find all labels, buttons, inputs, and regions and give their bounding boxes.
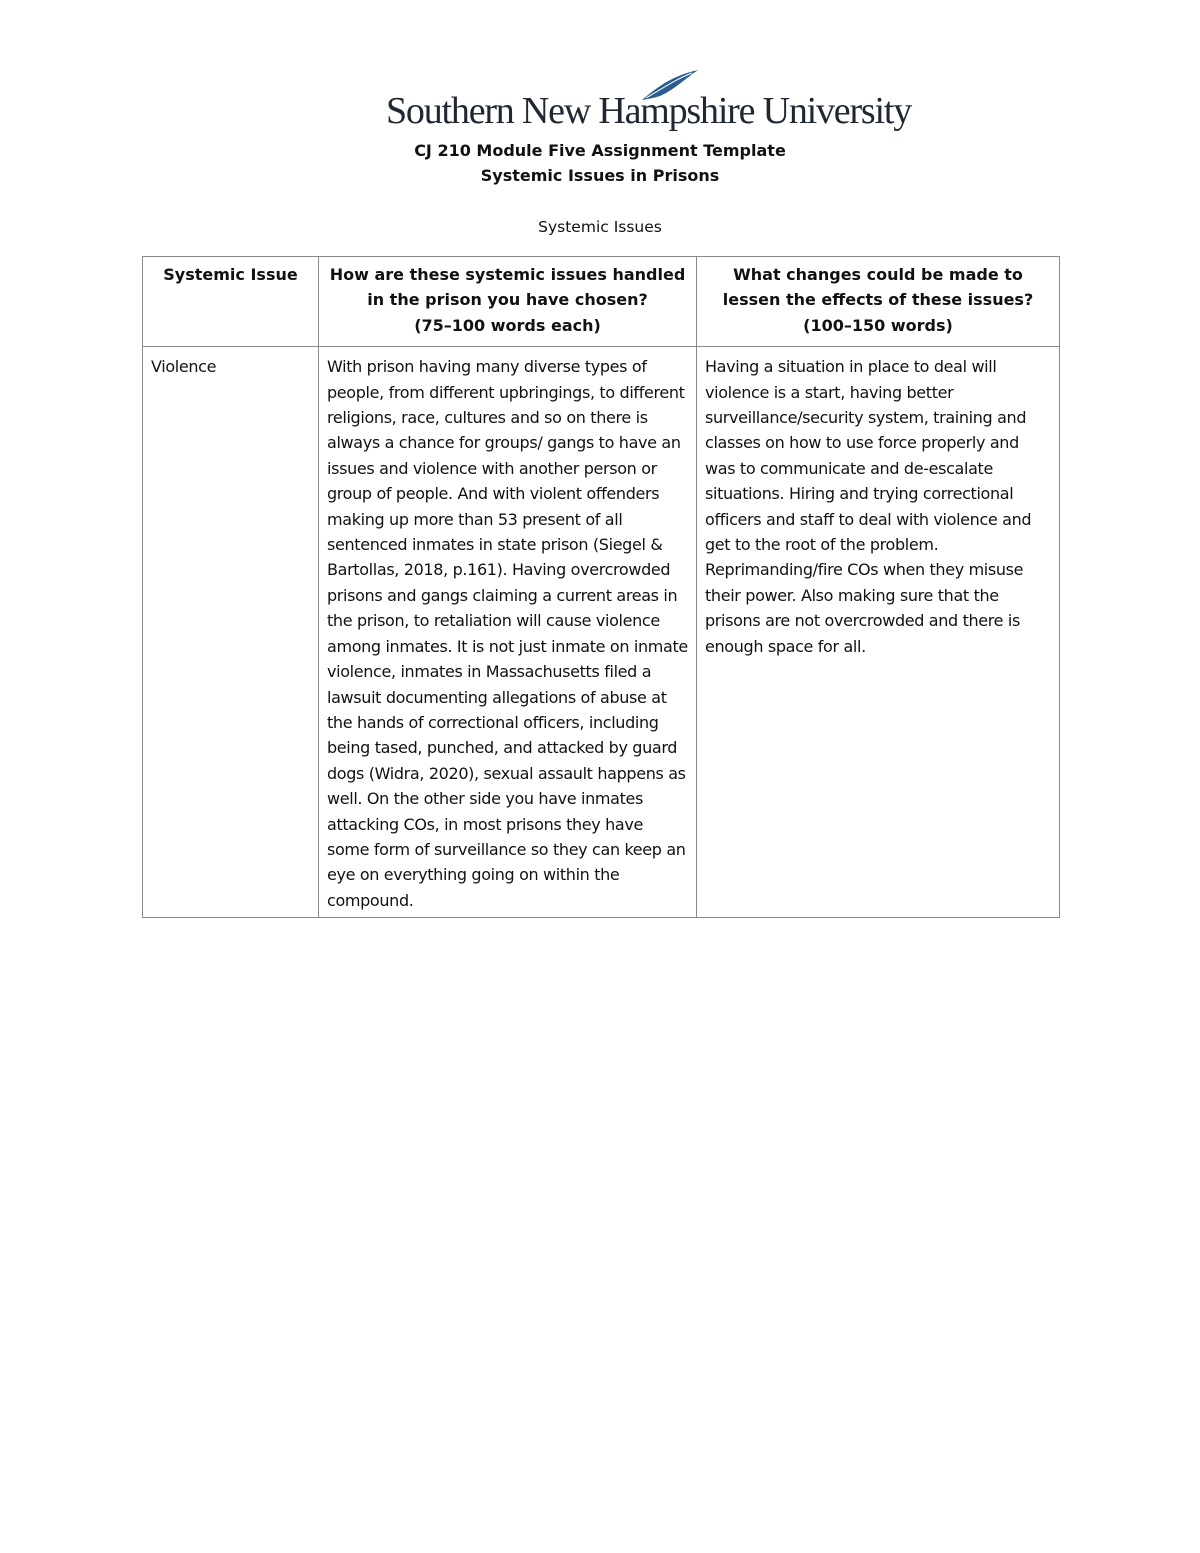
- header-col2-line1: How are these systemic issues handled: [329, 265, 686, 284]
- header-systemic-issue: [143, 257, 319, 347]
- cell-how-handled: With prison having many diverse types of people, from different upbringings, to different religions, race, cultures and so on there is always a chance for groups/ gangs to have an issues and violence with another person or group of people. And with violent offenders making up more than 53 present of all sentenced inmates in state prison (Siegel & Bartollas, 2018, p.161). Having overcrowded prisons and gangs claiming a current areas in the prison, to retaliation will cause violence among inmates. It is not just inmate on inmate violence, inmates in Massachusetts filed a lawsuit documenting allegations of abuse at the hands of correctional officers, including being tased, punched, and attacked by guard dogs (Widra, 2020), sexual assault happens as well. On the other side you have inmates attacking COs, in most prisons they have some form of surveillance so they can keep an eye on everything going on within the compound.: [319, 347, 697, 918]
- cell-changes: Having a situation in place to deal will violence is a start, having better surveillance/security system, training and classes on how to use force properly and was to communicate and de-escalate situations. Hiring and trying correctional officers and staff to deal with violence and get to the root of the problem. Reprimanding/fire COs when they misuse their power. Also making sure that the prisons are not overcrowded and there is enough space for all.: [697, 347, 1060, 918]
- logo-wordmark: Southern New Hampshire University: [386, 90, 912, 132]
- header-col3-line1: What changes could be made to: [733, 265, 1023, 284]
- header-changes: [697, 257, 1060, 347]
- header-how-handled: [319, 257, 697, 347]
- systemic-issues-table: [142, 256, 1060, 918]
- header-col2-line2: in the prison you have chosen?: [367, 290, 648, 310]
- document-subtitle: Systemic Issues in Prisons: [480, 166, 720, 185]
- table-header-row: [143, 257, 1060, 347]
- cell-issue: Violence: [143, 347, 319, 918]
- table-row: [143, 347, 1060, 918]
- header-col3-line2: lessen the effects of these issues?: [722, 290, 1034, 310]
- header-col1-text: Systemic Issue: [163, 265, 298, 284]
- document-title: CJ 210 Module Five Assignment Template: [414, 141, 786, 160]
- section-title: Systemic Issues: [538, 218, 662, 236]
- header-col3-line3: (100–150 words): [803, 315, 953, 335]
- university-logo: [386, 68, 912, 138]
- header-col2-line3: (75–100 words each): [414, 315, 601, 335]
